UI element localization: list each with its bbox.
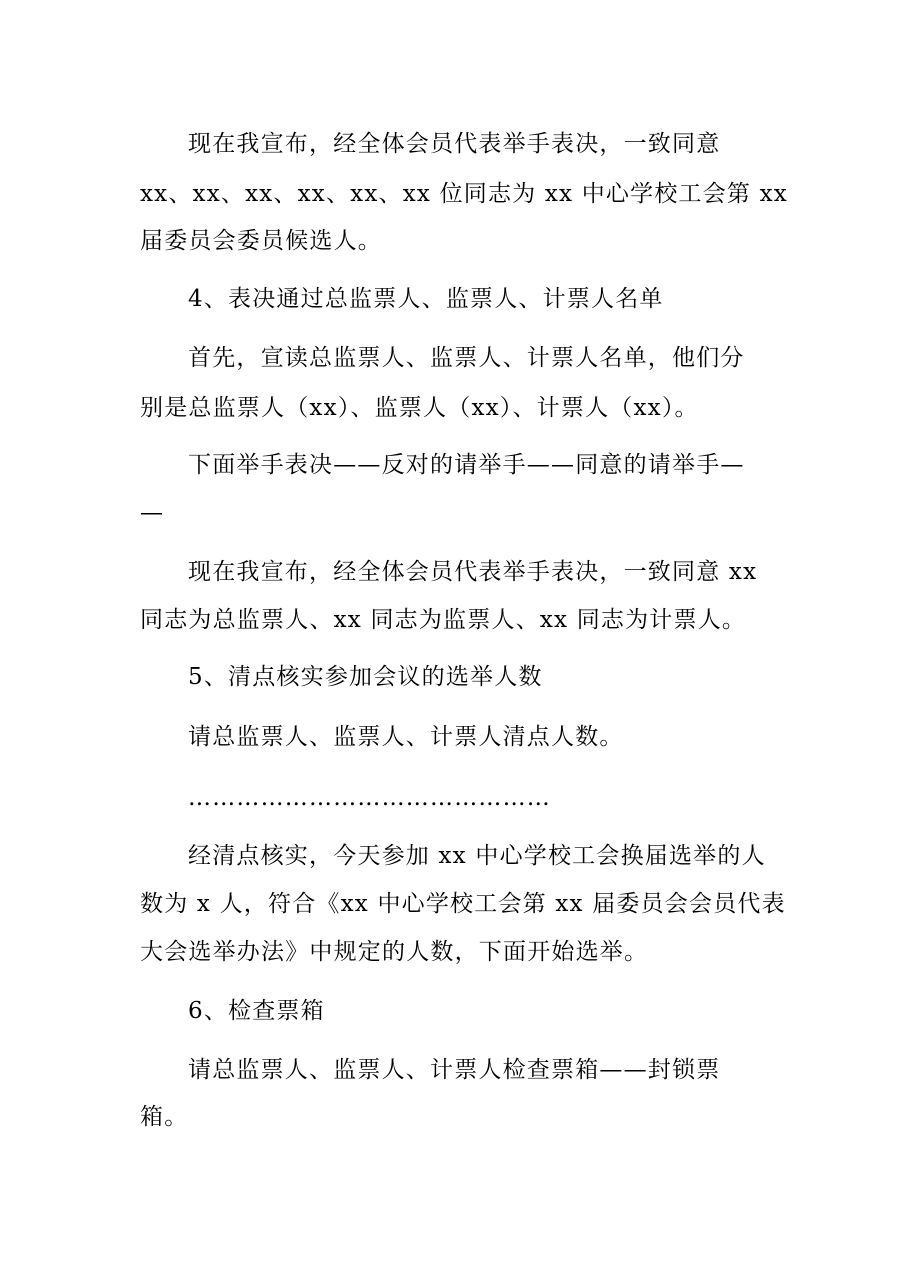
paragraph-line: — [140, 500, 165, 526]
paragraph-line: 届委员会委员候选人。 [140, 228, 382, 254]
paragraph-line: 大会选举办法》中规定的人数，下面开始选举。 [140, 939, 649, 965]
paragraph-line: 经清点核实，今天参加 xx 中心学校工会换届选举的人 [188, 843, 766, 869]
paragraph-line: xx、xx、xx、xx、xx、xx 位同志为 xx 中心学校工会第 xx [140, 181, 788, 207]
ellipsis-separator: ……………………………………… [188, 785, 551, 811]
paragraph-line: 请总监票人、监票人、计票人检查票箱——封锁票 [188, 1057, 721, 1083]
section-heading-5: 5、清点核实参加会议的选举人数 [188, 664, 543, 690]
paragraph-line: 首先，宣读总监票人、监票人、计票人名单，他们分 [188, 345, 745, 371]
paragraph-line: 请总监票人、监票人、计票人清点人数。 [188, 724, 624, 750]
paragraph-line: 现在我宣布，经全体会员代表举手表决，一致同意 xx [188, 559, 758, 585]
paragraph-line: 数为 x 人，符合《xx 中心学校工会第 xx 届委员会会员代表 [140, 891, 786, 917]
paragraph-line: 下面举手表决——反对的请举手——同意的请举手— [188, 452, 745, 478]
paragraph-line: 箱。 [140, 1104, 189, 1130]
paragraph-line: 别是总监票人（xx）、监票人（xx）、计票人（xx）。 [140, 395, 699, 421]
paragraph-line: 同志为总监票人、xx 同志为监票人、xx 同志为计票人。 [140, 607, 747, 633]
section-heading-6: 6、检查票箱 [188, 998, 325, 1024]
paragraph-line: 现在我宣布，经全体会员代表举手表决，一致同意 [188, 131, 721, 157]
section-heading-4: 4、表决通过总监票人、监票人、计票人名单 [188, 286, 664, 312]
